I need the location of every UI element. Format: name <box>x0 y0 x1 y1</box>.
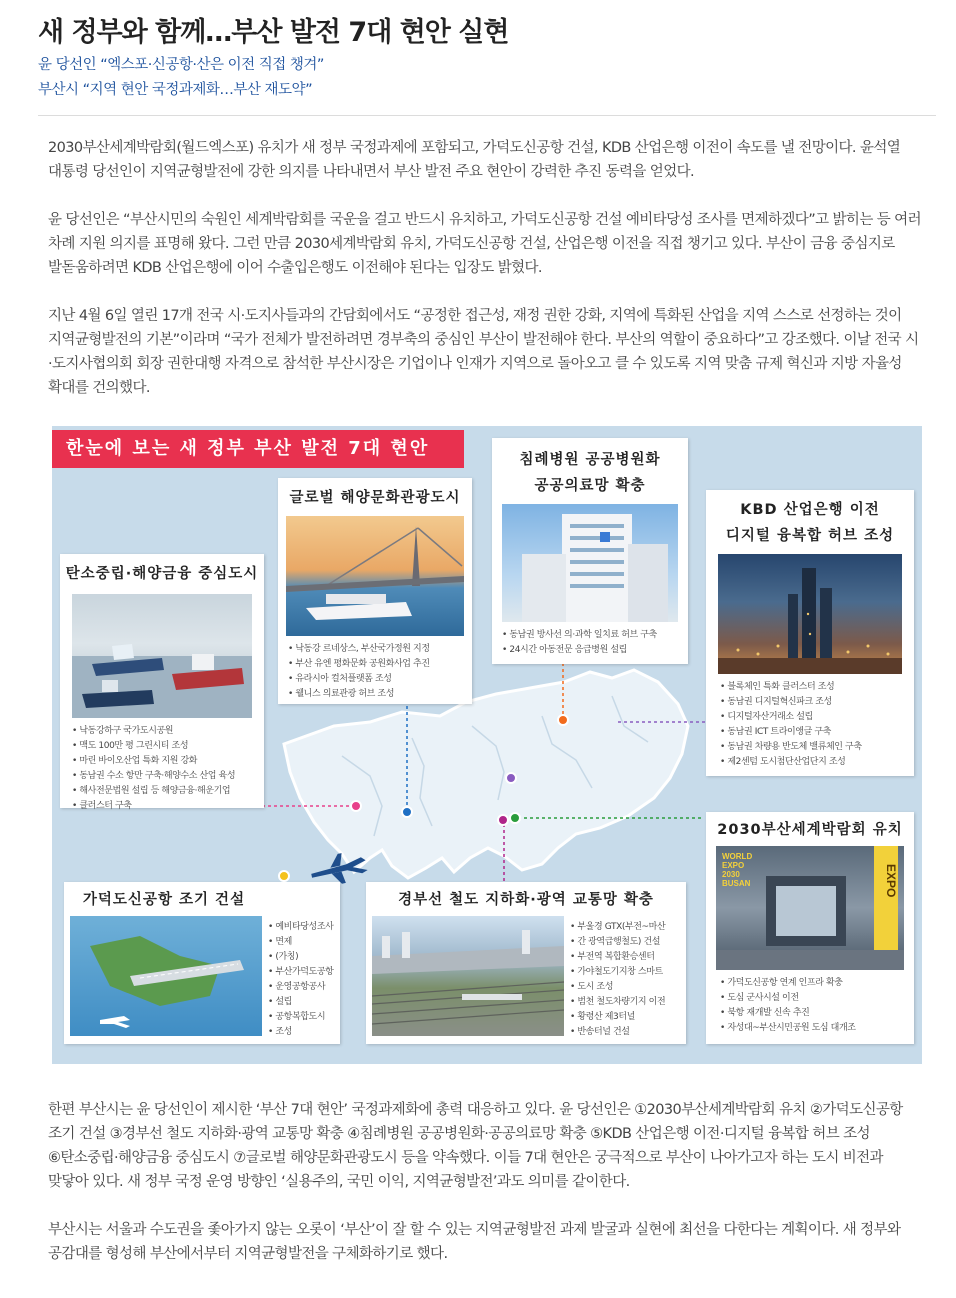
card-baptist-hospital <box>492 438 688 664</box>
railway-yard-photo <box>372 916 564 1036</box>
header-divider <box>38 115 936 116</box>
card-bullets: • 가덕도신공항 연계 인프라 확충 • 도심 군사시설 이전 • 북항 재개발 신속 추진 • 자성대~부산시민공원 도심 대개조 <box>720 976 856 1036</box>
card-kdb-digital-hub <box>706 490 914 776</box>
card-bullets: • 동남권 방사선 의·과학 일치료 허브 구축 • 24시간 아동전문 응급병원 설립 <box>502 628 657 658</box>
ship-models-photo <box>72 594 252 718</box>
card-global-marine-tourism <box>278 478 472 704</box>
card-title: 글로벌 해양문화관광도시 <box>289 490 461 506</box>
card-bullets: • 블록체인 특화 클러스터 조성 • 동남권 디지털혁신파크 조성 • 디지털자산거래소 설립 • 동남권 ICT 트라이앵글 구축 • 동남권 차량용 반도체 밸류체인 구축 • 제2센텀 도시첨단산업단지 조성 <box>720 680 862 770</box>
expo-hall-photo: WORLD EXPO 2030 BUSAN EXPO <box>716 846 904 970</box>
card-title: 2030부산세계박람회 유치 <box>717 822 903 838</box>
infographic-busan-7-issues <box>52 426 922 1064</box>
article-paragraph: 2030부산세계박람회(월드엑스포) 유치가 새 정부 국정과제에 포함되고, 가덕도신공항 건설, KDB 산업은행 이전이 속도를 낼 전망이다. 윤석열 대통령 당선인이 지역균형발전에 강한 의지를 나타내면서 부산 발전 주요 현안이 강력한 추진 동력을 얻었다. <box>48 140 901 180</box>
map-dot-kdb <box>505 772 517 784</box>
card-2030-world-expo <box>706 812 914 1044</box>
article-paragraph: 부산시는 서울과 수도권을 좇아가지 않는 오롯이 ‘부산’이 잘 할 수 있는 지역균형발전 과제 발굴과 실현에 최선을 다한다는 계획이다. 새 정부와 공감대를 형성해 부산에서부터 지역균형발전을 구체화하기로 했다. <box>48 1222 901 1262</box>
busan-night-skyline-photo <box>718 554 902 674</box>
card-gadeokdo-airport <box>64 882 340 1044</box>
card-bullets: • 부울경 GTX(부전~마산 • 간 광역급행철도) 건설 • 부전역 복합환승센터 • 가야철도기지창 스마트 • 도시 조성 • 범천 철도차량기지 이전 • 황령산 제3터널 • 반송터널 건설 <box>570 920 665 1040</box>
card-title: 가덕도신공항 조기 건설 <box>82 892 246 908</box>
map-dot-carbon-neutral <box>350 800 362 812</box>
card-title: 탄소중립·해양금융 중심도시 <box>65 566 259 582</box>
article-headline: 새 정부와 함께…부산 발전 7대 현안 실현 <box>38 17 509 48</box>
map-dot-hospital <box>557 714 569 726</box>
card-title: 디지털 융복합 허브 조성 <box>725 528 895 544</box>
card-bullets: • 예비타당성조사 • 면제 • (가칭) • 부산가덕도공항 • 운영공항공사 • 설립 • 공항복합도시 • 조성 <box>268 920 333 1040</box>
card-title: KBD 산업은행 이전 <box>740 502 880 518</box>
map-dot-airport <box>278 870 290 882</box>
card-bullets: • 낙동강하구 국가도시공원 • 맥도 100만 평 그린시티 조성 • 마린 바이오산업 특화 지원 강화 • 동남권 수소 항만 구축·해양수소 산업 육성 • 해사전문법원 설립 등 해양금융·해운기업 • 클러스터 구축 <box>72 724 235 814</box>
article-paragraph: 지난 4월 6일 열린 17개 전국 시·도지사들과의 간담회에서도 “공정한 접근성, 재정 권한 강화, 지역에 특화된 산업을 지역 스스로 선정하는 것이 지역균형발전의 기본”이라며 “국가 전체가 발전하려면 경부축의 중심인 부산이 발전해야 한다. 부산의 역할이 중요하다”고 강조했다. 이날 전국 시·도지사협의회 회장 권한대행 자격으로 참석한 부산시장은 기업이나 인재가 지역으로 돌아오고 클 수 있도록 지역 맞춤 규제 혁신과 지방 자율성 확대를 건의했다. <box>48 308 919 396</box>
airport-island-rendering <box>70 916 262 1036</box>
card-title: 공공의료망 확충 <box>534 478 646 494</box>
card-title: 경부선 철도 지하화·광역 교통망 확충 <box>398 892 654 908</box>
map-dot-railway <box>497 814 509 826</box>
card-gyeongbu-railway <box>366 882 686 1044</box>
hospital-building-photo <box>502 504 678 622</box>
map-dot-marine-tourism <box>401 806 413 818</box>
card-bullets: • 낙동강 르네상스, 부산국가정원 지정 • 부산 유엔 평화문화 공원화사업 추진 • 유라시아 컬처플랫폼 조성 • 웰니스 의료관광 허브 조성 <box>288 642 430 702</box>
cruise-ship-bridge-photo <box>286 516 464 636</box>
article-paragraph: 한편 부산시는 윤 당선인이 제시한 ‘부산 7대 현안’ 국정과제화에 총력 대응하고 있다. 윤 당선인은 ①2030부산세계박람회 유치 ②가덕도신공항 조기 건설 ③경부선 철도 지하화·광역 교통망 확충 ④침례병원 공공병원화·공공의료망 확충 ⑤KDB 산업은행 이전·디지털 융복합 허브 조성 ⑥탄소중립·해양금융 중심도시 ⑦글로벌 해양문화관광도시 등을 약속했다. 이들 7대 현안은 궁극적으로 부산이 나아가고자 하는 도시 비전과 맞닿아 있다. 새 정부 국정 운영 방향인 ‘실용주의, 국민 이익, 지역균형발전’과도 의미를 같이한다. <box>48 1102 903 1190</box>
article-subhead-1: 윤 당선인 “엑스포·신공항·산은 이전 직접 챙겨” <box>38 57 324 73</box>
article-subhead-2: 부산시 “지역 현안 국정과제화…부산 재도약” <box>38 82 313 98</box>
infographic-title: 한눈에 보는 새 정부 부산 발전 7대 현안 <box>52 430 464 468</box>
card-carbon-neutral-marine-finance <box>60 554 264 811</box>
article-paragraph: 윤 당선인은 “부산시민의 숙원인 세계박람회를 국운을 걸고 반드시 유치하고, 가덕도신공항 건설 예비타당성 조사를 면제하겠다”고 밝히는 등 여러 차례 지원 의지를 표명해 왔다. 그런 만큼 2030세계박람회 유치, 가덕도신공항 건설, 산업은행 이전을 직접 챙기고 있다. 부산이 금융 중심지로 발돋움하려면 KDB 산업은행에 이어 수출입은행도 이전해야 된다는 입장도 밝혔다. <box>48 212 921 276</box>
map-dot-expo <box>509 812 521 824</box>
card-title: 침례병원 공공병원화 <box>519 452 661 468</box>
